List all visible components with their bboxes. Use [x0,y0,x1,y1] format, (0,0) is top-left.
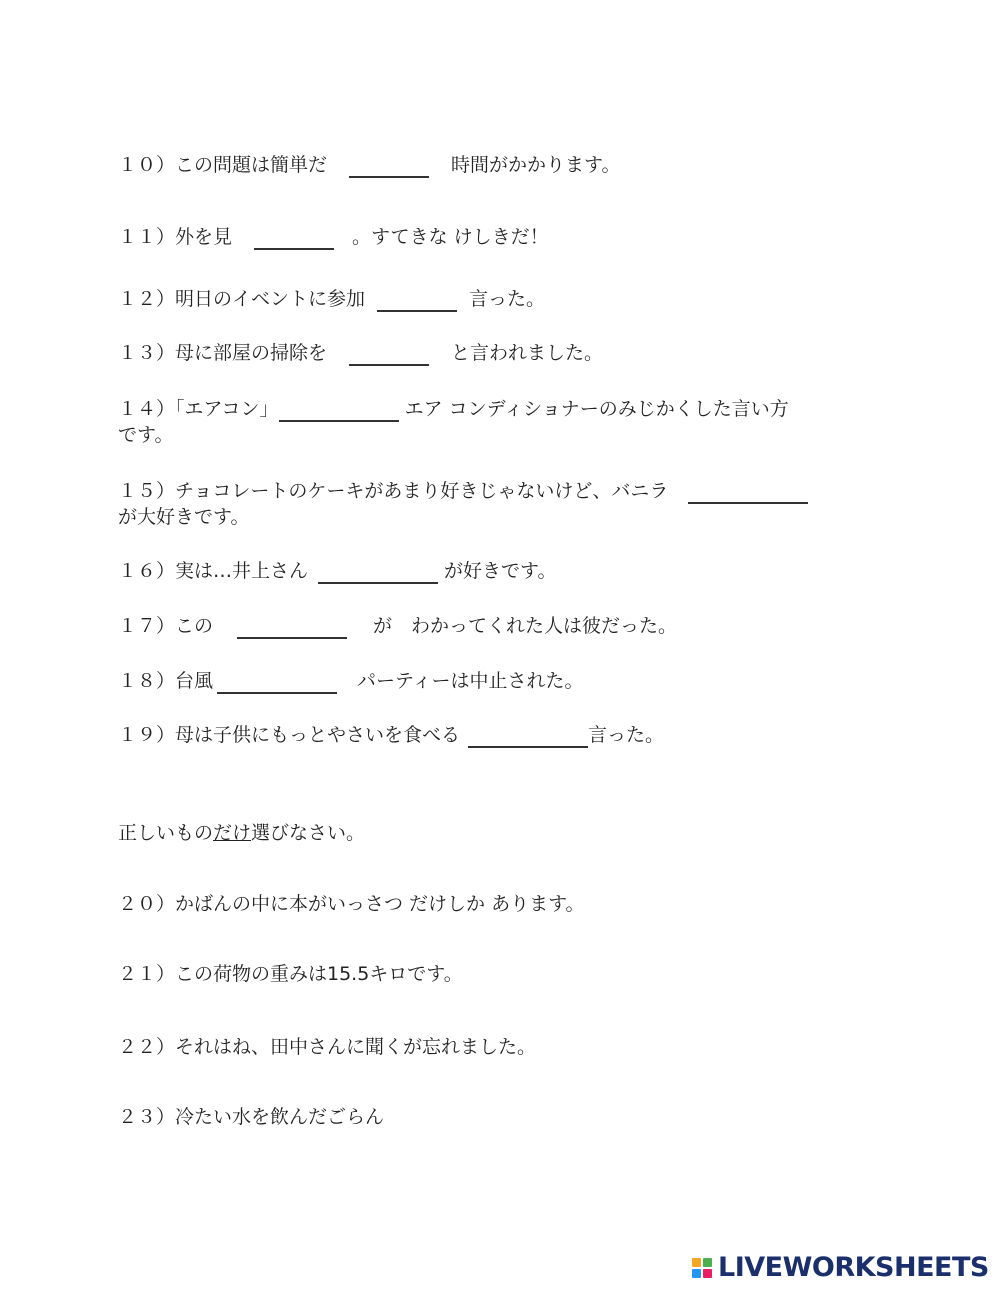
question-19-blank[interactable] [468,728,588,748]
question-11-text-b: 。すてきな けしきだ！ [352,226,549,248]
question-17-text-a: １７）この [118,615,214,637]
logo-mark-icon [692,1258,712,1278]
instruction-after: 選びなさい。 [251,822,366,844]
statement-23[interactable]: ２３）冷たい水を飲んだごらん [118,1106,385,1128]
question-18-text-a: １８）台風 [118,670,214,692]
logo-square-1 [692,1258,701,1267]
logo-text: LIVEWORKSHEETS [718,1252,989,1283]
question-17-blank[interactable] [237,619,347,639]
question-16-blank[interactable] [318,564,438,584]
question-13-text-a: １３）母に部屋の掃除を [118,342,328,364]
question-14-blank[interactable] [279,402,399,422]
instruction-underlined: だけ [213,822,252,844]
statement-22[interactable]: ２２）それはね、田中さんに聞くが忘れました。 [118,1036,537,1058]
instruction-line [118,820,365,846]
logo-square-3 [692,1269,701,1278]
question-15-text-b: が大好きです。 [118,506,250,528]
question-10 [118,152,621,178]
question-13 [118,340,603,366]
question-18-text-b: パーティーは中止された。 [357,670,584,692]
question-15-blank[interactable] [688,484,808,504]
liveworksheets-logo [692,1252,989,1283]
question-14-text-a: １４）「エアコン」 [118,398,279,420]
question-17 [118,613,677,639]
question-19 [118,722,664,748]
question-10-text-a: １０）この問題は簡単だ [118,154,328,176]
question-11-blank[interactable] [254,230,334,250]
question-14-text-b: エア コンディショナーのみじかくした言い方 [404,398,789,420]
statement-20[interactable]: ２０）かばんの中に本がいっさつ だけしか あります。 [118,893,585,915]
instruction-before: 正しいもの [118,822,214,844]
question-16 [118,558,557,584]
question-11 [118,224,549,250]
question-15-text-a: １５）チョコレートのケーキがあまり好きじゃないけど、バニラ [118,480,669,502]
question-15 [118,478,808,530]
question-13-text-c: と言われました。 [451,342,604,364]
question-18-blank[interactable] [217,674,337,694]
statement-21[interactable]: ２１）この荷物の重みは15.5キロです。 [118,963,463,985]
question-12-text-a: １２）明日のイベントに参加 [118,288,366,310]
question-13-blank[interactable] [349,346,429,366]
question-17-text-b: が わかってくれた人は彼だった。 [373,615,678,637]
question-12-blank[interactable] [377,292,457,312]
question-11-text-a: １１）外を見 [118,226,233,248]
question-10-text-b: 時間がかかります。 [451,154,621,176]
question-16-text-b: が好きです。 [444,560,557,582]
question-19-text-b: 言った。 [588,724,665,746]
question-14-text-c: です。 [118,424,174,446]
logo-square-2 [703,1258,712,1267]
question-19-text-a: １９）母は子供にもっとやさいを食べる [118,724,461,746]
logo-square-4 [703,1269,712,1278]
question-14 [118,396,789,448]
question-16-text-a: １６）実は…井上さん [118,560,309,582]
question-12-text-b: 言った。 [469,288,546,310]
question-12 [118,286,545,312]
question-18 [118,668,584,694]
question-10-blank[interactable] [349,158,429,178]
